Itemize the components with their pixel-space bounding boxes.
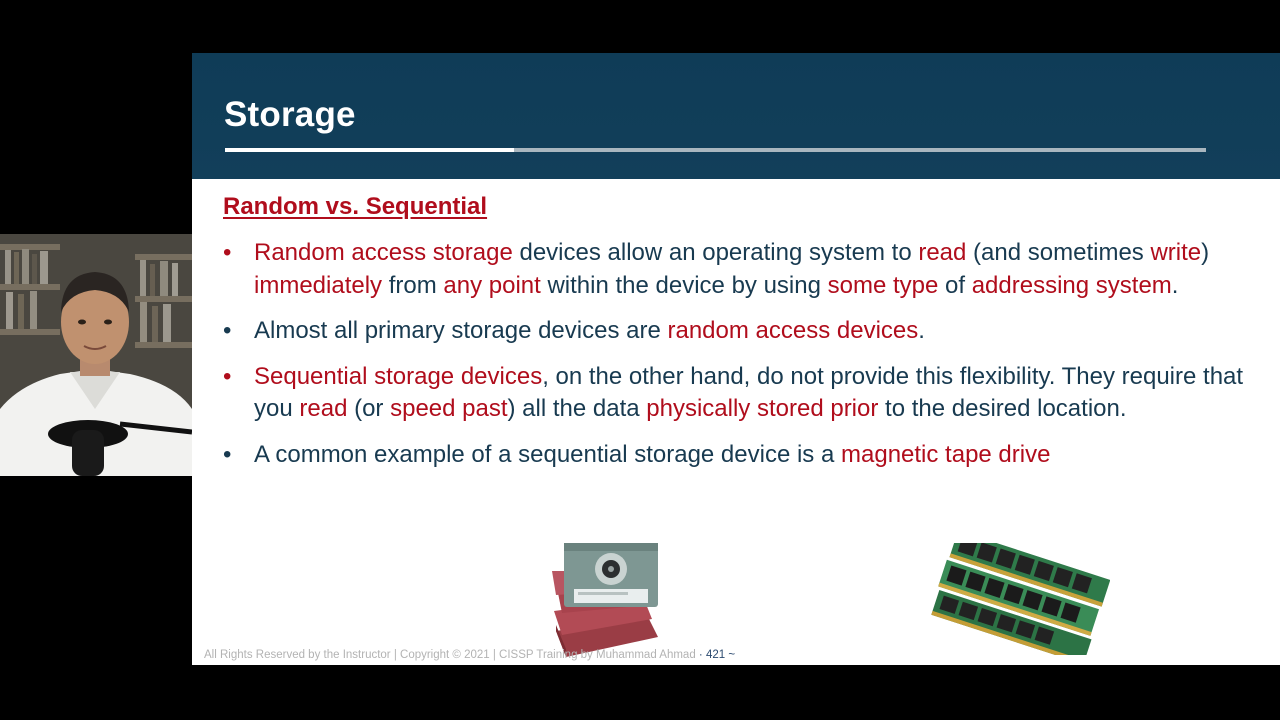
highlighted-term: read [918, 239, 967, 266]
page-number: · 421 ~ [698, 649, 736, 661]
bullet-text: to the desired location. [878, 395, 1127, 422]
title-underline-accent [225, 148, 514, 152]
ram-memory-modules-image [930, 543, 1110, 655]
bullet-text: from [382, 271, 444, 299]
highlighted-term: read [299, 395, 348, 422]
bullet-marker: • [223, 239, 232, 266]
highlighted-term: random access devices [667, 317, 919, 344]
bullet-text: . [1171, 271, 1179, 299]
presenter-webcam [0, 234, 192, 476]
highlighted-term: physically stored prior [646, 395, 879, 422]
presentation-slide [192, 53, 1280, 665]
bullet-marker: • [223, 317, 232, 344]
bullet-text: devices allow an operating system to [512, 239, 919, 266]
bullet-marker: • [223, 440, 232, 468]
bullet-text: Almost all primary storage devices are [254, 317, 668, 344]
bullet-text: , on the other hand, do not provide this flexibility. They require that you [254, 362, 1244, 422]
slide-title: Storage [224, 95, 356, 134]
highlighted-term: Random access storage [254, 239, 513, 266]
bullet-text: (or [347, 395, 391, 422]
bullet-marker: • [223, 362, 232, 390]
bullet-text: ) [1201, 239, 1210, 266]
highlighted-term: addressing system [971, 271, 1172, 299]
highlighted-term: immediately [254, 271, 383, 299]
bullet-text: . [918, 317, 925, 344]
title-underline-track [225, 148, 1206, 152]
magnetic-tape-cartridges-image [552, 541, 664, 659]
presenter-video-image [0, 234, 192, 476]
highlighted-term: some type [827, 271, 939, 299]
highlighted-term: Sequential storage devices [254, 362, 543, 390]
bullet-text: of [938, 271, 972, 299]
bullet-text: within the device by using [540, 271, 828, 299]
section-heading: Random vs. Sequential [223, 193, 488, 220]
highlighted-term: write [1150, 239, 1202, 266]
bullet-item [223, 237, 1263, 302]
bullet-item [223, 361, 1263, 426]
bullet-text: A common example of a sequential storage device is a [254, 440, 841, 468]
bullet-list [223, 237, 1263, 484]
bullet-text: (and sometimes [966, 239, 1151, 266]
slide-header [192, 53, 1280, 179]
highlighted-term: speed past [390, 395, 508, 422]
copyright-text: All Rights Reserved by the Instructor | Copyright © 2021 | CISSP Training by Muhammad Ahmad [204, 649, 696, 661]
highlighted-term: magnetic tape drive [841, 440, 1051, 468]
bullet-item [223, 315, 1263, 348]
slide-footer [204, 649, 735, 661]
bullet-text: ) all the data [507, 395, 647, 422]
highlighted-term: any point [443, 271, 541, 299]
bullet-item [223, 439, 1263, 472]
